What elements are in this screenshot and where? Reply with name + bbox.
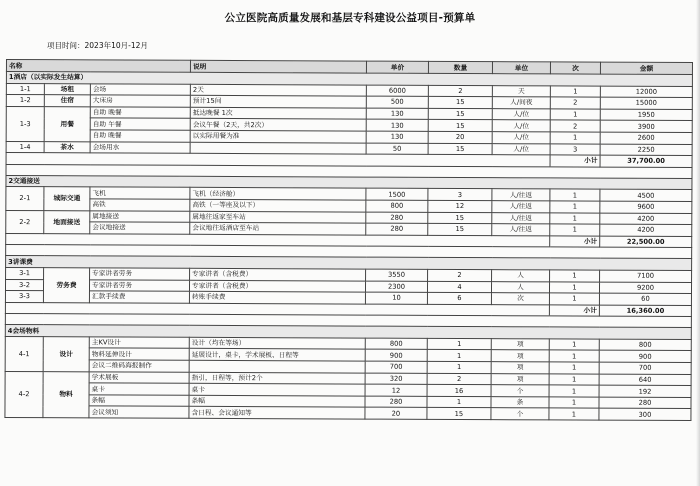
times: 1 <box>549 362 599 374</box>
amount: 15000 <box>600 97 692 109</box>
amount: 800 <box>599 339 691 351</box>
description <box>190 142 366 154</box>
unit: 项 <box>491 373 549 385</box>
category: 茶水 <box>44 141 90 153</box>
quantity: 20 <box>428 131 492 143</box>
unit: 人 <box>491 281 549 293</box>
item-name: 物料延伸设计 <box>89 348 189 360</box>
quantity: 15 <box>428 212 492 224</box>
header-unit: 单位 <box>492 62 550 74</box>
quantity: 12 <box>428 200 492 212</box>
item-name: 会议二维码海报制作 <box>89 360 189 372</box>
times: 1 <box>549 293 599 305</box>
price: 12 <box>365 384 427 396</box>
quantity: 1 <box>427 361 491 373</box>
section-title: 4会场物料 <box>5 325 691 340</box>
item-name: 桌卡 <box>89 383 189 395</box>
category: 场租 <box>44 83 90 95</box>
amount: 900 <box>599 351 691 363</box>
section-title: 2交通接送 <box>6 175 692 190</box>
amount: 7100 <box>600 270 692 282</box>
quantity: 16 <box>427 385 491 397</box>
quantity: 15 <box>428 108 492 120</box>
unit: 人/往返 <box>492 224 550 236</box>
description: 延展设计，桌卡，学术展板、日程等 <box>189 349 365 361</box>
quantity: 6 <box>427 292 491 304</box>
description: 桌卡 <box>189 384 365 396</box>
item-name: 大床房 <box>90 95 190 107</box>
price: 20 <box>365 408 427 420</box>
subtotal-value: 16,360.00 <box>599 305 691 317</box>
header-times: 次 <box>550 62 600 74</box>
item-name: 条幅 <box>89 395 189 407</box>
description: 会议地往返酒店至车站 <box>190 222 366 234</box>
item-name: 会议须知 <box>89 406 189 418</box>
amount: 3900 <box>600 120 692 132</box>
times: 1 <box>549 281 599 293</box>
unit: 人/位 <box>492 143 550 155</box>
unit: 人/往返 <box>492 201 550 213</box>
price: 130 <box>366 108 428 120</box>
times: 1 <box>549 408 599 420</box>
amount: 60 <box>599 293 691 305</box>
quantity: 1 <box>427 338 491 350</box>
header-price: 单价 <box>366 61 428 73</box>
unit: 项 <box>491 338 549 350</box>
category: 物料 <box>43 371 89 418</box>
quantity: 2 <box>428 269 492 281</box>
unit: 个 <box>491 385 549 397</box>
subtotal-value: 37,700.00 <box>600 155 692 167</box>
amount: 4200 <box>600 213 692 225</box>
header-name: 名称 <box>6 60 190 73</box>
quantity: 15 <box>428 143 492 155</box>
unit: 人/间夜 <box>492 97 550 109</box>
times: 3 <box>550 143 600 155</box>
description: 指引，日程等，预计2个 <box>189 372 365 384</box>
price: 1500 <box>366 188 428 200</box>
price: 500 <box>366 96 428 108</box>
times: 2 <box>550 120 600 132</box>
item-id: 1-3 <box>6 106 44 141</box>
category: 用餐 <box>44 106 90 141</box>
unit: 个 <box>491 408 549 420</box>
description: 抵达晚餐 1次 <box>190 107 366 119</box>
unit: 人/位 <box>492 120 550 132</box>
quantity: 15 <box>427 408 491 420</box>
quantity: 1 <box>427 350 491 362</box>
budget-table-wrapper <box>4 59 692 421</box>
unit: 人/位 <box>492 132 550 144</box>
item-name: 会场 <box>90 83 190 95</box>
amount: 9200 <box>599 282 691 294</box>
price: 130 <box>366 131 428 143</box>
item-name: 专家讲者劳务 <box>90 268 190 280</box>
price: 320 <box>365 373 427 385</box>
item-id: 3-3 <box>5 291 43 303</box>
description: 含日程、会议通知等 <box>189 407 365 419</box>
header-amount: 金额 <box>600 62 692 74</box>
item-name: 主KV设计 <box>89 337 189 349</box>
description <box>189 360 365 372</box>
description: 设计（均在等场） <box>189 337 365 349</box>
project-time: 项目时间：2023年10月-12月 <box>47 41 148 50</box>
subtotal-value: 22,500.00 <box>600 236 692 248</box>
price: 6000 <box>366 85 428 97</box>
budget-table <box>4 59 693 421</box>
quantity: 1 <box>427 396 491 408</box>
unit: 天 <box>492 85 550 97</box>
item-name: 自助 晚餐 <box>90 130 190 142</box>
price: 900 <box>365 350 427 362</box>
unit: 人/往返 <box>492 189 550 201</box>
document-title: 公立医院高质量发展和基层专科建设公益项目-预算单 <box>224 12 476 24</box>
unit: 次 <box>491 293 549 305</box>
description: 专家讲者（含税费） <box>189 280 365 292</box>
item-id: 1-1 <box>6 83 44 95</box>
item-id: 2-2 <box>6 210 44 233</box>
times: 1 <box>550 189 600 201</box>
unit: 条 <box>491 396 549 408</box>
category: 设计 <box>43 337 89 372</box>
item-id: 1-4 <box>6 141 44 153</box>
times: 1 <box>549 374 599 386</box>
item-name: 自助 午餐 <box>90 118 190 130</box>
times: 1 <box>550 132 600 144</box>
category: 住宿 <box>44 95 90 107</box>
header-qty: 数量 <box>428 61 492 73</box>
item-id: 3-1 <box>6 267 44 279</box>
item-name: 飞机 <box>90 187 190 199</box>
category: 地面接送 <box>44 210 90 233</box>
price: 700 <box>365 361 427 373</box>
description: 转账手续费 <box>189 291 365 303</box>
times: 1 <box>550 224 600 236</box>
amount: 192 <box>599 385 691 397</box>
item-name: 专家讲者劳务 <box>89 279 189 291</box>
price: 2300 <box>365 281 427 293</box>
times: 1 <box>549 385 599 397</box>
quantity: 15 <box>428 120 492 132</box>
page-edge-shadow <box>696 0 700 486</box>
description: 2天 <box>190 84 366 96</box>
item-name: 学术展板 <box>89 372 189 384</box>
amount: 4500 <box>600 189 692 201</box>
amount: 9600 <box>600 201 692 213</box>
price: 3550 <box>366 269 428 281</box>
item-name: 汇款手续费 <box>89 291 189 303</box>
item-id: 4-2 <box>5 371 43 418</box>
amount: 700 <box>599 362 691 374</box>
unit: 项 <box>491 362 549 374</box>
times: 1 <box>550 212 600 224</box>
amount: 300 <box>599 409 691 421</box>
times: 1 <box>549 397 599 409</box>
price: 280 <box>365 396 427 408</box>
price: 280 <box>366 223 428 235</box>
times: 1 <box>550 270 600 282</box>
subtotal-label: 小计 <box>550 155 600 167</box>
category: 劳务费 <box>43 268 89 303</box>
table-row <box>5 406 691 421</box>
category: 城际交通 <box>44 187 90 210</box>
unit: 人/往返 <box>492 212 550 224</box>
quantity: 2 <box>428 85 492 97</box>
description: 专家讲者（含税费） <box>190 268 366 280</box>
amount: 1950 <box>600 109 692 121</box>
unit: 项 <box>491 350 549 362</box>
price: 50 <box>366 143 428 155</box>
description: 以实际用餐为准 <box>190 130 366 142</box>
price: 800 <box>366 200 428 212</box>
description: 会议午餐（2天，共2次） <box>190 119 366 131</box>
times: 1 <box>549 339 599 351</box>
times: 1 <box>550 85 600 97</box>
description: 飞机（经济舱） <box>190 188 366 200</box>
item-id: 3-2 <box>5 279 43 291</box>
price: 800 <box>365 338 427 350</box>
amount: 2600 <box>600 132 692 144</box>
description: 高铁（一等座及以下） <box>190 199 366 211</box>
section-title: 3讲课费 <box>6 256 692 271</box>
quantity: 15 <box>428 223 492 235</box>
item-name: 高铁 <box>90 199 190 211</box>
amount: 12000 <box>600 86 692 98</box>
quantity: 2 <box>427 373 491 385</box>
item-name: 会议地接送 <box>90 222 190 234</box>
amount: 4200 <box>600 224 692 236</box>
description: 属地往返家至车站 <box>190 211 366 223</box>
times: 2 <box>550 97 600 109</box>
quantity: 3 <box>428 189 492 201</box>
description: 条幅 <box>189 395 365 407</box>
header-desc: 说明 <box>190 60 366 73</box>
item-name: 属地接送 <box>90 210 190 222</box>
times: 1 <box>549 350 599 362</box>
item-id: 2-1 <box>6 187 44 210</box>
section-title: 1酒店（以实际发生结算） <box>6 72 692 87</box>
amount: 280 <box>599 397 691 409</box>
amount: 640 <box>599 374 691 386</box>
amount: 2250 <box>600 144 692 156</box>
times: 1 <box>550 201 600 213</box>
subtotal-label: 小计 <box>550 236 600 248</box>
item-name: 自助 晚餐 <box>90 107 190 119</box>
price: 10 <box>365 292 427 304</box>
quantity: 4 <box>427 281 491 293</box>
quantity: 15 <box>428 97 492 109</box>
unit: 人/位 <box>492 108 550 120</box>
price: 130 <box>366 119 428 131</box>
item-id: 1-2 <box>6 95 44 107</box>
unit: 人 <box>492 270 550 282</box>
description: 预计15间 <box>190 95 366 107</box>
subtotal-label: 小计 <box>549 305 599 317</box>
price: 280 <box>366 212 428 224</box>
times: 1 <box>550 109 600 121</box>
item-name: 会场用水 <box>90 141 190 153</box>
item-id: 4-1 <box>5 336 43 371</box>
